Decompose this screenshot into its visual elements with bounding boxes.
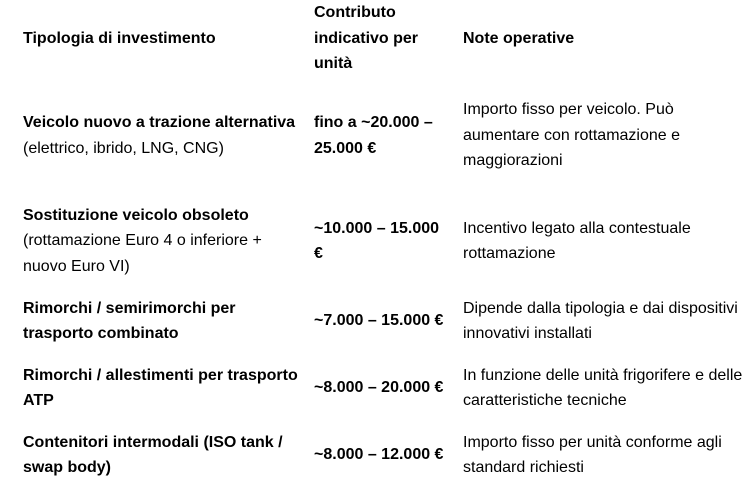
row-notes: Importo fisso per unità conforme agli standard richiesti — [463, 433, 722, 476]
row-contribution: ~8.000 – 20.000 € — [314, 379, 444, 397]
row-contribution: ~8.000 – 12.000 € — [314, 446, 444, 464]
row-type-cell — [23, 195, 314, 288]
row-notes: In funzione delle unità frigorifere e delle caratteristiche tecniche — [463, 366, 743, 409]
row-type-cell — [23, 77, 314, 195]
header-notes: Note operative — [463, 29, 575, 47]
row-notes: Importo fisso per veicolo. Può aumentare con rottamazione e maggiorazioni — [463, 101, 681, 170]
row-type-bold: Contenitori intermodali (ISO tank / swap body) — [23, 433, 283, 476]
table-row — [23, 288, 748, 355]
header-contribution: Contributo indicativo per unità — [314, 4, 419, 72]
row-type-bold: Rimorchi / semirimorchi per trasporto combinato — [23, 299, 236, 342]
table-row — [23, 355, 748, 422]
row-type-bold: Sostituzione veicolo obsoleto — [23, 206, 249, 224]
row-type-cell — [23, 422, 314, 489]
table-header — [23, 0, 748, 77]
row-notes: Incentivo legato alla contestuale rottamazione — [463, 219, 691, 262]
table-row — [23, 422, 748, 489]
row-contribution: fino a ~20.000 – 25.000 € — [314, 114, 433, 157]
table-body — [23, 77, 748, 489]
row-type-cell — [23, 288, 314, 355]
table-row — [23, 77, 748, 195]
row-type-bold: Rimorchi / allestimenti per trasporto ATP — [23, 366, 298, 409]
investment-table — [23, 0, 748, 489]
row-type-detail: (elettrico, ibrido, LNG, CNG) — [23, 139, 224, 157]
header-type: Tipologia di investimento — [23, 29, 216, 47]
header-row — [23, 0, 748, 77]
table-row — [23, 195, 748, 288]
row-contribution: ~10.000 – 15.000 € — [314, 219, 440, 262]
row-type-cell — [23, 355, 314, 422]
row-notes: Dipende dalla tipologia e dai dispositivi innovativi installati — [463, 299, 738, 342]
row-contribution: ~7.000 – 15.000 € — [314, 312, 444, 330]
row-type-bold: Veicolo nuovo a trazione alternativa — [23, 114, 296, 131]
row-type-detail: (rottamazione Euro 4 o inferiore + nuovo Euro VI) — [23, 232, 262, 275]
